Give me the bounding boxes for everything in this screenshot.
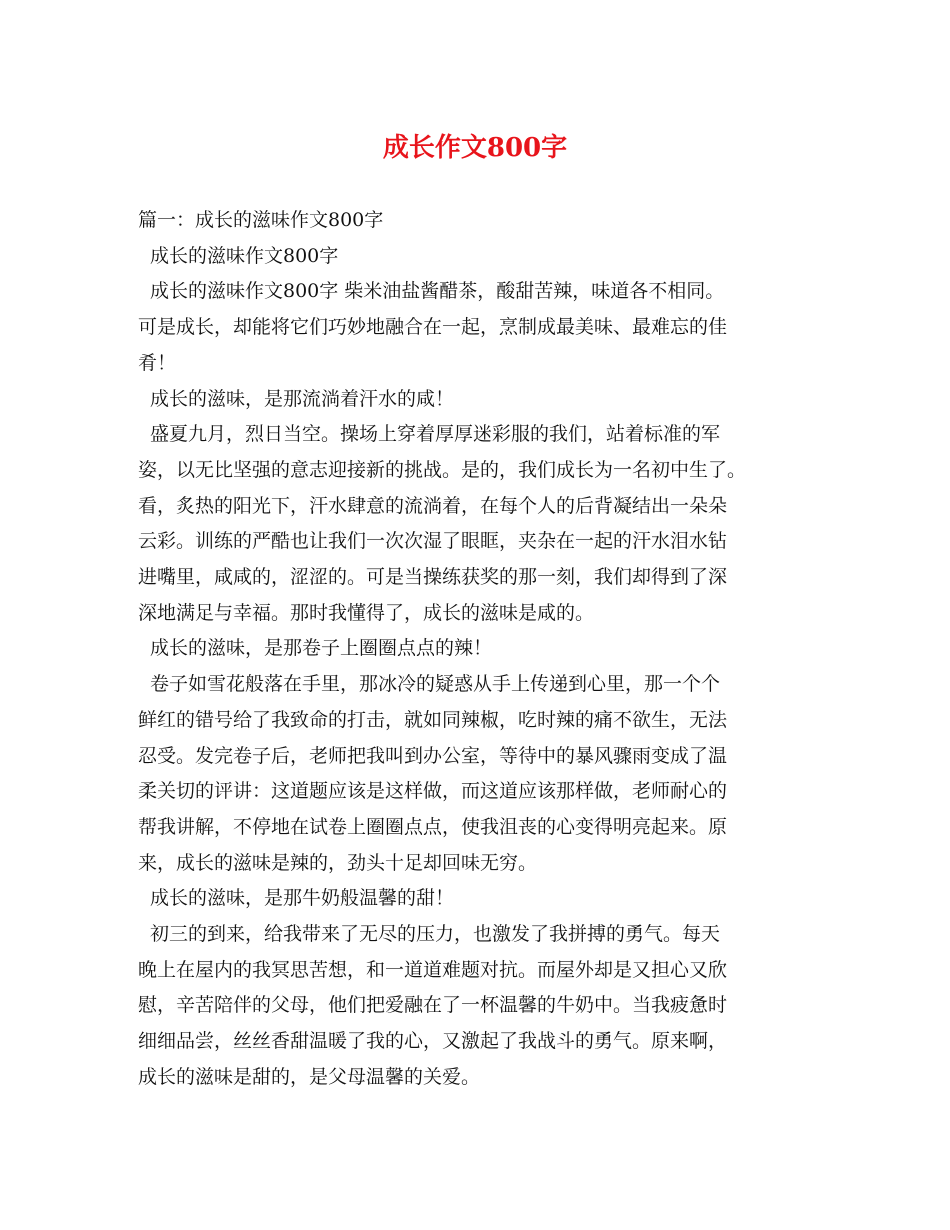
body-text-line: 成长的滋味作文800字 (150, 244, 339, 267)
body-text-line: 来，成长的滋味是辣的，劲头十足却回味无穷。 (138, 851, 538, 874)
body-text-line: 成长的滋味，是那卷子上圈圈点点的辣！ (150, 637, 493, 660)
body-text-line: 成长的滋味是甜的，是父母温馨的关爱。 (138, 1065, 481, 1088)
document-title: 成长作文800字 (382, 133, 568, 163)
body-text-line: 进嘴里，咸咸的，涩涩的。可是当操练获奖的那一刻，我们却得到了深 (138, 566, 728, 589)
body-text-line: 柔关切的评讲：这道题应该是这样做，而这道应该那样做，老师耐心的 (138, 780, 728, 803)
body-text-line: 帮我讲解，不停地在试卷上圈圈点点，使我沮丧的心变得明亮起来。原 (138, 815, 728, 838)
body-text-line: 晚上在屋内的我冥思苦想，和一道道难题对抗。而屋外却是又担心又欣 (138, 958, 728, 981)
body-text-line: 卷子如雪花般落在手里，那冰冷的疑惑从手上传递到心里，那一个个 (150, 673, 721, 696)
body-text-line: 成长的滋味，是那流淌着汗水的咸！ (150, 387, 455, 410)
body-text-line: 鲜红的错号给了我致命的打击，就如同辣椒，吃时辣的痛不欲生，无法 (138, 708, 728, 731)
body-text-line: 深地满足与幸福。那时我懂得了，成长的滋味是咸的。 (138, 601, 595, 624)
body-text-line: 云彩。训练的严酷也让我们一次次湿了眼眶，夹杂在一起的汗水泪水钻 (138, 530, 728, 553)
body-text-line: 肴！ (138, 351, 177, 374)
body-text-line: 篇一：成长的滋味作文800字 (138, 209, 384, 231)
body-text-line: 盛夏九月，烈日当空。操场上穿着厚厚迷彩服的我们，站着标准的军 (150, 423, 721, 446)
body-text-line: 成长的滋味作文800字 柴米油盐酱醋茶，酸甜苦辣，味道各不相同。 (150, 280, 725, 303)
body-text-line: 可是成长，却能将它们巧妙地融合在一起，烹制成最美味、最难忘的佳 (138, 316, 728, 339)
body-text-line: 初三的到来，给我带来了无尽的压力，也激发了我拼搏的勇气。每天 (150, 923, 721, 946)
body-text-line: 忍受。发完卷子后，老师把我叫到办公室，等待中的暴风骤雨变成了温 (138, 744, 728, 767)
body-text-line: 看，炙热的阳光下，汗水肆意的流淌着，在每个人的后背凝结出一朵朵 (138, 494, 728, 517)
document-body (138, 203, 818, 1096)
body-text-line: 成长的滋味，是那牛奶般温馨的甜！ (150, 887, 455, 910)
body-text-line: 细细品尝，丝丝香甜温暖了我的心，又激起了我战斗的勇气。原来啊， (138, 1030, 728, 1053)
body-text-line: 慰，辛苦陪伴的父母，他们把爱融在了一杯温馨的牛奶中。当我疲惫时 (138, 994, 728, 1017)
body-text-line: 姿，以无比坚强的意志迎接新的挑战。是的，我们成长为一名初中生了。 (138, 458, 747, 481)
